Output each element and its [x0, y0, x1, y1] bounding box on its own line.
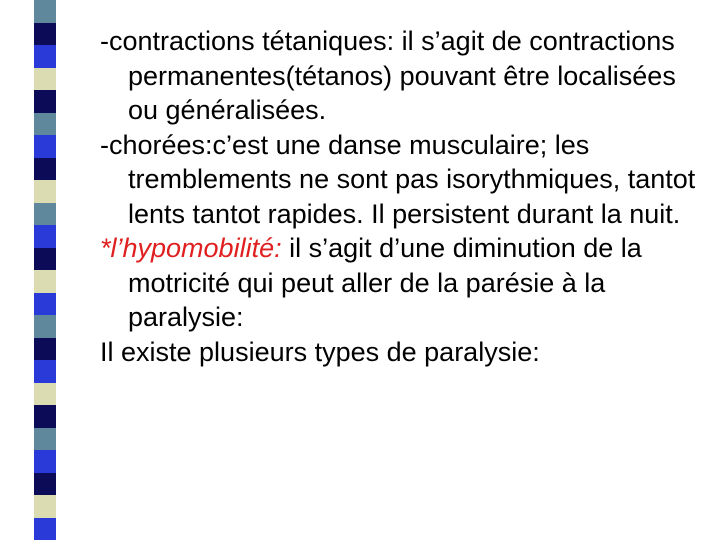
decorative-side-strip — [34, 0, 56, 540]
strip-block — [34, 0, 56, 23]
strip-block — [34, 68, 56, 91]
strip-block — [34, 360, 56, 383]
paragraph-chorees: -chorées:c’est une danse musculaire; les tremblements ne sont pas isorythmiques, tantot lents tantot rapides. Il persistent durant la nuit. — [100, 129, 696, 229]
term-hypomobilite: *l’hypomobilité: — [100, 233, 282, 263]
strip-block — [34, 225, 56, 248]
strip-block — [34, 293, 56, 316]
hypomobilite-definition: il s’agit d’une diminution de la motricité qui peut aller de la parésie à la paralysie: — [128, 233, 642, 332]
strip-block — [34, 473, 56, 496]
strip-block — [34, 428, 56, 451]
paragraph-contractions-tetaniques: -contractions tétaniques: il s’agit de contractions permanentes(tétanos) pouvant être localisées ou généralisées. — [100, 26, 676, 125]
strip-block — [34, 315, 56, 338]
paragraph-types-paralysie: Il existe plusieurs types de paralysie: — [100, 336, 540, 367]
strip-block — [34, 90, 56, 113]
strip-block — [34, 405, 56, 428]
strip-block — [34, 338, 56, 361]
strip-block — [34, 113, 56, 136]
strip-block — [34, 180, 56, 203]
strip-block — [34, 45, 56, 68]
strip-block — [34, 135, 56, 158]
strip-block — [34, 23, 56, 46]
strip-block — [34, 270, 56, 293]
strip-block — [34, 518, 56, 540]
strip-block — [34, 450, 56, 473]
slide-text — [100, 24, 710, 369]
strip-block — [34, 383, 56, 406]
strip-block — [34, 158, 56, 181]
strip-block — [34, 203, 56, 226]
paragraph-hypomobilite — [100, 231, 710, 335]
strip-block — [34, 495, 56, 518]
strip-block — [34, 248, 56, 271]
